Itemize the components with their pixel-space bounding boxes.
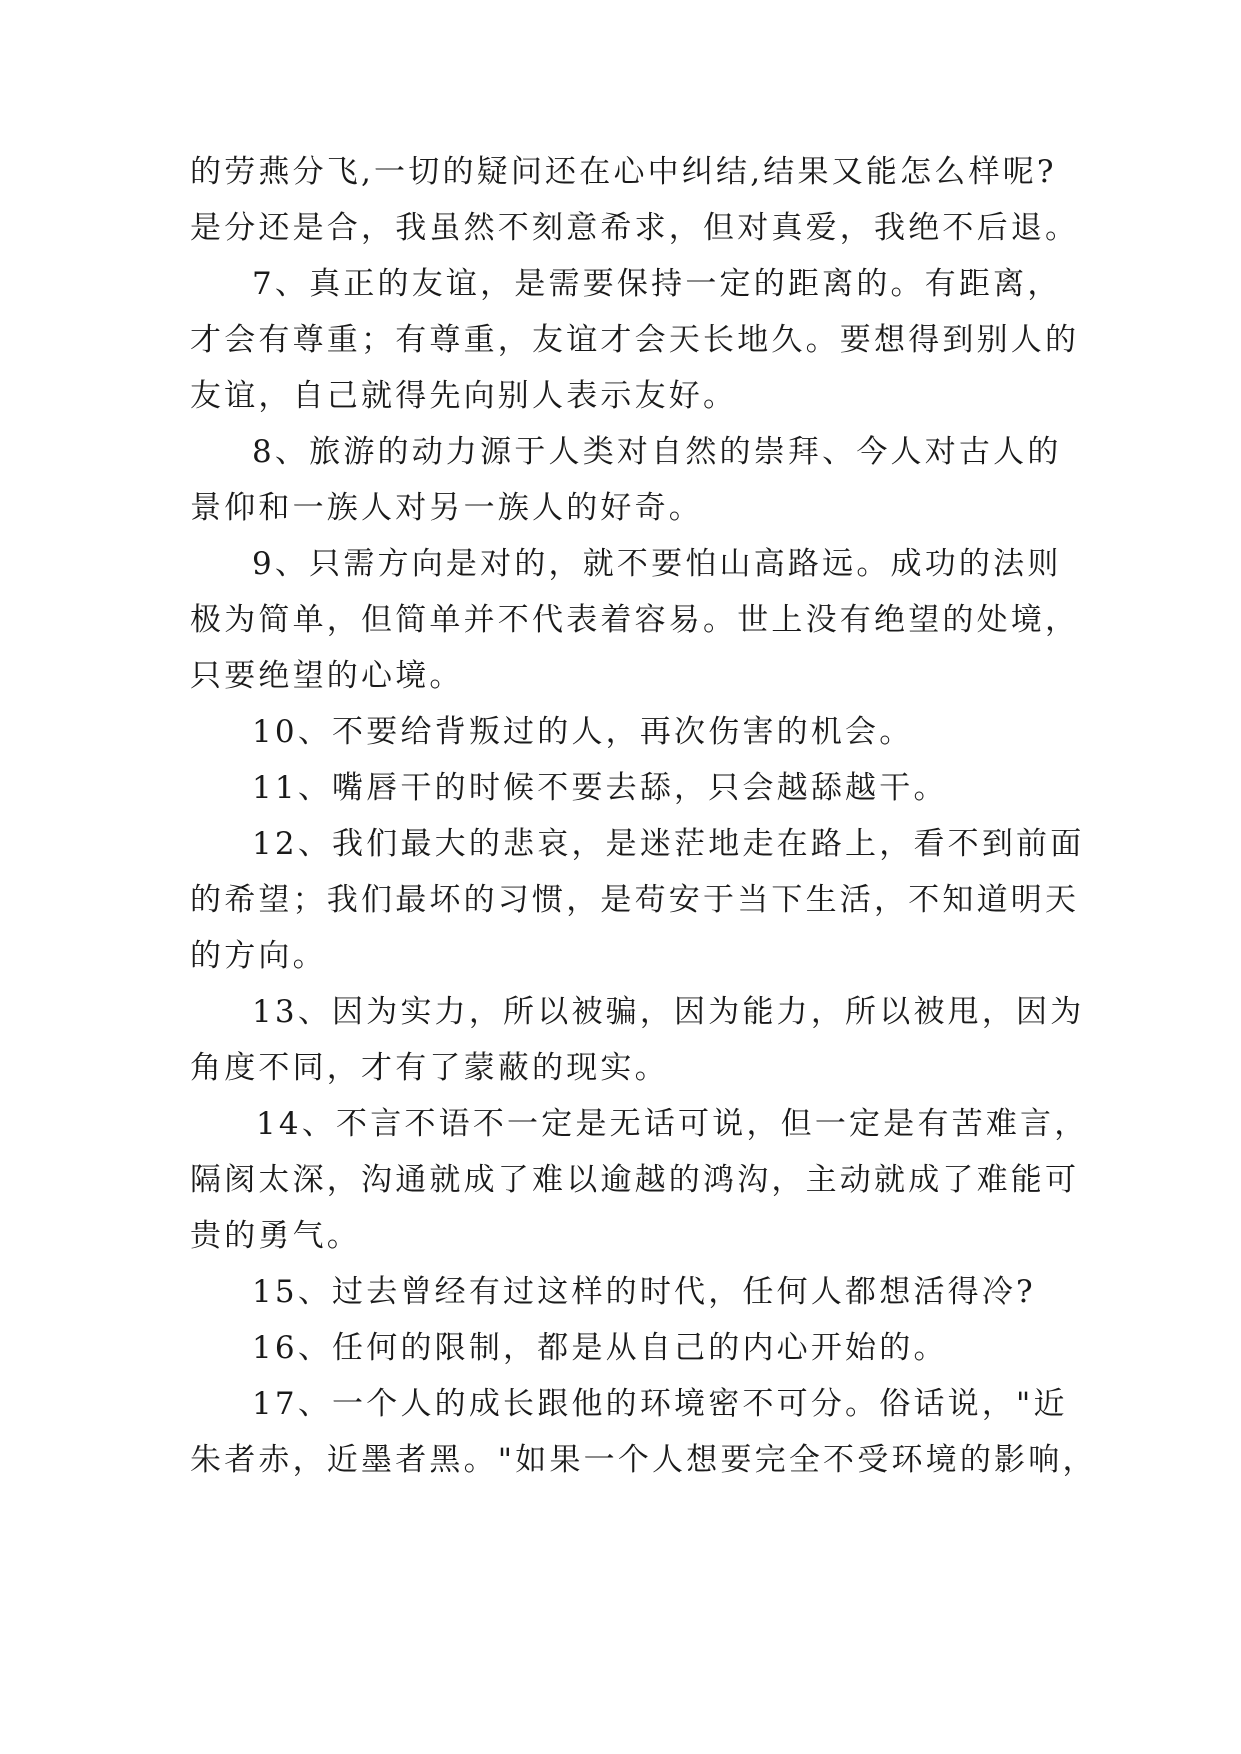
text-line: 极为简单，但简单并不代表着容易。世上没有绝望的处境， bbox=[190, 602, 1080, 638]
text-line: 15、过去曾经有过这样的时代，任何人都想活得冷? bbox=[252, 1274, 1036, 1310]
text-line: 只要绝望的心境。 bbox=[190, 658, 464, 694]
text-line: 11、嘴唇干的时候不要去舔，只会越舔越干。 bbox=[252, 770, 948, 806]
text-line: 的劳燕分飞,一切的疑问还在心中纠结,结果又能怎么样呢? bbox=[190, 154, 1057, 190]
text-line: 9、只需方向是对的，就不要怕山高路远。成功的法则 bbox=[252, 546, 1062, 582]
text-line: 才会有尊重；有尊重，友谊才会天长地久。要想得到别人的 bbox=[190, 322, 1080, 358]
text-line: 贵的勇气。 bbox=[190, 1218, 361, 1254]
text-line: 友谊，自己就得先向别人表示友好。 bbox=[190, 378, 738, 414]
text-line: 12、我们最大的悲哀，是迷茫地走在路上，看不到前面 bbox=[252, 826, 1085, 862]
text-line: 的方向。 bbox=[190, 938, 327, 974]
text-line: 13、因为实力，所以被骗，因为能力，所以被甩，因为 bbox=[252, 994, 1085, 1030]
text-line: 的希望；我们最坏的习惯，是苟安于当下生活，不知道明天 bbox=[190, 882, 1080, 918]
text-line: 景仰和一族人对另一族人的好奇。 bbox=[190, 490, 703, 526]
text-line: 是分还是合，我虽然不刻意希求，但对真爱，我绝不后退。 bbox=[190, 210, 1080, 246]
text-line: 8、旅游的动力源于人类对自然的崇拜、今人对古人的 bbox=[252, 434, 1062, 470]
text-line: 14、不言不语不一定是无话可说，但一定是有苦难言， bbox=[256, 1106, 1089, 1142]
text-line: 隔阂太深，沟通就成了难以逾越的鸿沟，主动就成了难能可 bbox=[190, 1162, 1080, 1198]
text-line: 10、不要给背叛过的人，再次伤害的机会。 bbox=[252, 714, 914, 750]
text-line: 朱者赤，近墨者黑。"如果一个人想要完全不受环境的影响， bbox=[190, 1442, 1097, 1478]
text-line: 7、真正的友谊，是需要保持一定的距离的。有距离， bbox=[252, 266, 1062, 302]
text-line: 17、一个人的成长跟他的环境密不可分。俗话说，"近 bbox=[252, 1386, 1068, 1422]
text-line: 16、任何的限制，都是从自己的内心开始的。 bbox=[252, 1330, 948, 1366]
text-line: 角度不同，才有了蒙蔽的现实。 bbox=[190, 1050, 669, 1086]
